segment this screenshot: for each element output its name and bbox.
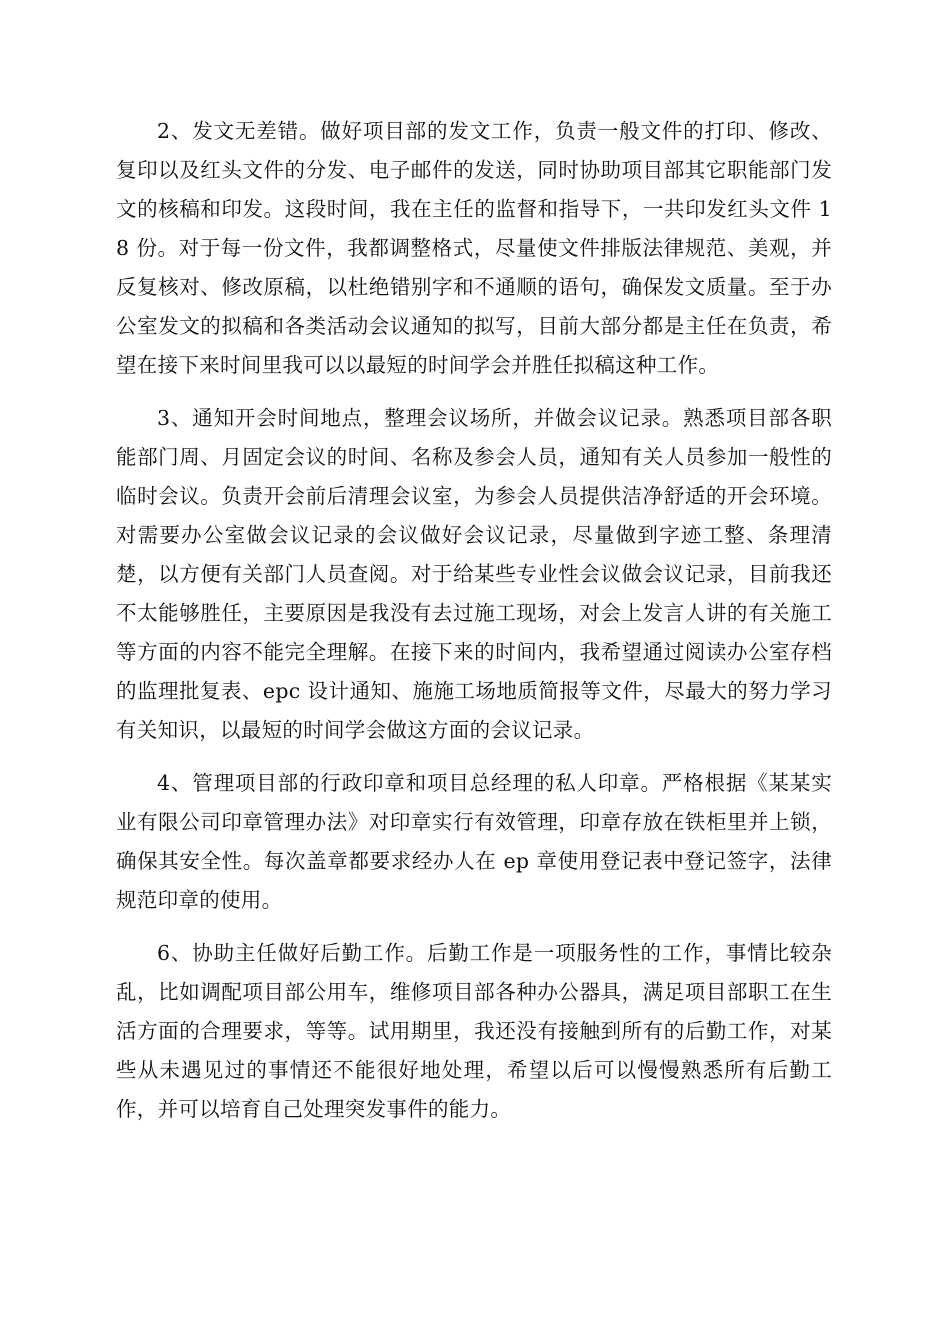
paragraph-item-2: 2、发文无差错。做好项目部的发文工作，负责一般文件的打印、修改、复印以及红头文件的分发、电子邮件的发送，同时协助项目部其它职能部门发文的核稿和印发。这段时间，我在主任的监督和指导下，一共印发红头文件 18 份。对于每一份文件，我都调整格式，尽量使文件排版法律规范、美观，并反复核对、修改原稿，以杜绝错别字和不通顺的语句，确保发文质量。至于办公室发文的拟稿和各类活动会议通知的拟写，目前大部分都是主任在负责，希望在接下来时间里我可以以最短的时间学会并胜任拟稿这种工作。 bbox=[116, 119, 832, 377]
paragraph-item-6: 6、协助主任做好后勤工作。后勤工作是一项服务性的工作，事情比较杂乱，比如调配项目部公用车，维修项目部各种办公器具，满足项目部职工在生活方面的合理要求，等等。试用期里，我还没有接触到所有的后勤工作，对某些从未遇见过的事情还不能很好地处理，希望以后可以慢慢熟悉所有后勤工作，并可以培育自己处理突发事件的能力。 bbox=[116, 941, 832, 1121]
paragraph-item-3: 3、通知开会时间地点，整理会议场所，并做会议记录。熟悉项目部各职能部门周、月固定会议的时间、名称及参会人员，通知有关人员参加一般性的临时会议。负责开会前后清理会议室，为参会人员提供洁净舒适的开会环境。对需要办公室做会议记录的会议做好会议记录，尽量做到字迹工整、条理清楚，以方便有关部门人员查阅。对于给某些专业性会议做会议记录，目前我还不太能够胜任，主要原因是我没有去过施工现场，对会上发言人讲的有关施工等方面的内容不能完全理解。在接下来的时间内，我希望通过阅读办公室存档的监理批复表、epc 设计通知、施施工场地质简报等文件，尽最大的努力学习有关知识，以最短的时间学会做这方面的会议记录。 bbox=[116, 406, 832, 742]
document-body bbox=[116, 112, 832, 1143]
paragraph-item-4: 4、管理项目部的行政印章和项目总经理的私人印章。严格根据《某某实业有限公司印章管理办法》对印章实行有效管理，印章存放在铁柜里并上锁，确保其安全性。每次盖章都要求经办人在 ep 章使用登记表中登记签字，法律规范印章的使用。 bbox=[116, 771, 832, 912]
